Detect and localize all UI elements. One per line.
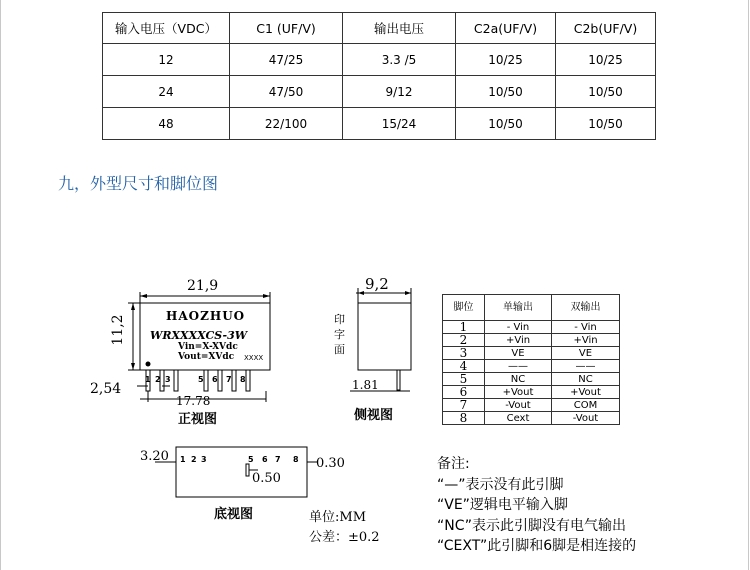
- code-label: XXXX: [244, 354, 264, 362]
- bottom-pin-number: 2: [191, 455, 197, 464]
- table-cell: 10/25: [456, 44, 556, 76]
- table-cell: +Vin: [552, 334, 620, 347]
- tolerance-label: 公差：±0.2: [309, 530, 380, 545]
- section-title: 九，外型尺寸和脚位图: [58, 174, 219, 193]
- front-pin-number: 3: [165, 375, 171, 384]
- header-cell: 输出电压: [343, 13, 456, 44]
- table-cell: +Vout: [485, 386, 552, 399]
- table-cell: 10/50: [456, 108, 556, 140]
- table-cell: 10/50: [556, 76, 656, 108]
- pin-number-cell: 7: [443, 399, 485, 412]
- pin-table: [442, 294, 620, 425]
- header-cell: C2a(UF/V): [456, 13, 556, 44]
- bottom-view-caption: 底视图: [214, 507, 254, 522]
- table-cell: +Vout: [552, 386, 620, 399]
- front-pin-number: 8: [240, 375, 246, 384]
- pin-number-cell: 1: [443, 321, 485, 334]
- table-cell: 3.3 /5: [343, 44, 456, 76]
- front-height-dim-label: 11,2: [110, 314, 126, 346]
- table-cell: 48: [103, 108, 230, 140]
- header-cell: 双输出: [552, 295, 620, 321]
- bottom-left-dim-label: 3.20: [140, 449, 169, 464]
- front-pin-number: 2: [155, 375, 161, 384]
- table-cell: 24: [103, 76, 230, 108]
- print-side-label: 面: [334, 343, 345, 356]
- bottom-pin-number: 6: [262, 455, 268, 464]
- pin-number-cell: 6: [443, 386, 485, 399]
- table-cell: 10/50: [556, 108, 656, 140]
- bottom-right-dim-label: 0.30: [316, 456, 345, 471]
- notes-block: [437, 454, 636, 557]
- table-cell: - Vin: [552, 321, 620, 334]
- table-cell: Cext: [485, 412, 552, 425]
- model-label: WRXXXXCS-3W: [150, 329, 248, 342]
- table-cell: 10/25: [556, 44, 656, 76]
- span-label: 17.78: [176, 394, 211, 408]
- table-cell: COM: [552, 399, 620, 412]
- print-side-label: 印: [334, 313, 345, 326]
- table-cell: ——: [552, 360, 620, 373]
- table-row: [443, 360, 620, 373]
- bottom-pin-number: 1: [180, 455, 186, 464]
- table-row: [443, 321, 620, 334]
- pin-number-cell: 3: [443, 347, 485, 360]
- table-cell: 47/50: [230, 76, 343, 108]
- pin-table-header: [443, 295, 620, 321]
- table-cell: VE: [552, 347, 620, 360]
- table-cell: 12: [103, 44, 230, 76]
- bottom-pin-dim-label: 0.50: [252, 471, 281, 486]
- front-pin-number: 5: [198, 375, 204, 384]
- bottom-pin-number: 7: [275, 455, 281, 464]
- vin-label: Vin=X-XVdc: [178, 342, 238, 352]
- pin-number-cell: 5: [443, 373, 485, 386]
- brand-label: HAOZHUO: [166, 309, 246, 323]
- note-line: “VE”逻辑电平输入脚: [437, 497, 568, 513]
- note-line: “CEXT”此引脚和6脚是相连接的: [437, 538, 637, 554]
- vout-label: Vout=XVdc: [178, 352, 235, 362]
- front-pin-number: 6: [212, 375, 218, 384]
- lead-dim-label: 1.81: [352, 378, 379, 392]
- header-cell: C1 (UF/V): [230, 13, 343, 44]
- pin-pitch-label: 2,54: [90, 381, 122, 397]
- bottom-pin-number: 3: [201, 455, 207, 464]
- table-cell: NC: [552, 373, 620, 386]
- header-cell: 输入电压（VDC）: [103, 13, 230, 44]
- unit-label: 单位:MM: [309, 510, 367, 525]
- note-line: “NC”表示此引脚没有电气输出: [437, 517, 627, 534]
- table-cell: 47/25: [230, 44, 343, 76]
- table-row: [443, 386, 620, 399]
- table-row: [443, 373, 620, 386]
- front-pin-number: 1: [145, 375, 151, 384]
- table-cell: - Vin: [485, 321, 552, 334]
- header-cell: 脚位: [443, 295, 485, 321]
- table-cell: -Vout: [485, 399, 552, 412]
- table-cell: ——: [485, 360, 552, 373]
- table-row: [443, 334, 620, 347]
- table-cell: 15/24: [343, 108, 456, 140]
- table-cell: 9/12: [343, 76, 456, 108]
- note-line: “—”表示没有此引脚: [437, 476, 564, 493]
- table-row: [443, 347, 620, 360]
- notes-title: 备注:: [437, 456, 470, 472]
- front-width-dim-label: 21,9: [187, 278, 219, 294]
- table-row: [443, 399, 620, 412]
- table-row: [443, 412, 620, 425]
- table-cell: NC: [485, 373, 552, 386]
- header-cell: 单输出: [485, 295, 552, 321]
- pin-number-cell: 4: [443, 360, 485, 373]
- table-cell: 22/100: [230, 108, 343, 140]
- table-cell: -Vout: [552, 412, 620, 425]
- pin-number-cell: 2: [443, 334, 485, 347]
- pin-number-cell: 8: [443, 412, 485, 425]
- side-width-dim-label: 9,2: [365, 275, 389, 293]
- side-view-lead: [397, 370, 400, 390]
- side-view-body: [358, 303, 411, 370]
- header-cell: C2b(UF/V): [556, 13, 656, 44]
- bottom-pin-number: 5: [248, 455, 254, 464]
- print-side-label: 字: [334, 328, 345, 341]
- bottom-pin-number: 8: [293, 455, 299, 464]
- table-cell: +Vin: [485, 334, 552, 347]
- side-view-caption: 侧视图: [354, 408, 394, 423]
- table-cell: 10/50: [456, 76, 556, 108]
- front-view-caption: 正视图: [178, 412, 218, 427]
- front-pin-number: 7: [226, 375, 232, 384]
- table-cell: VE: [485, 347, 552, 360]
